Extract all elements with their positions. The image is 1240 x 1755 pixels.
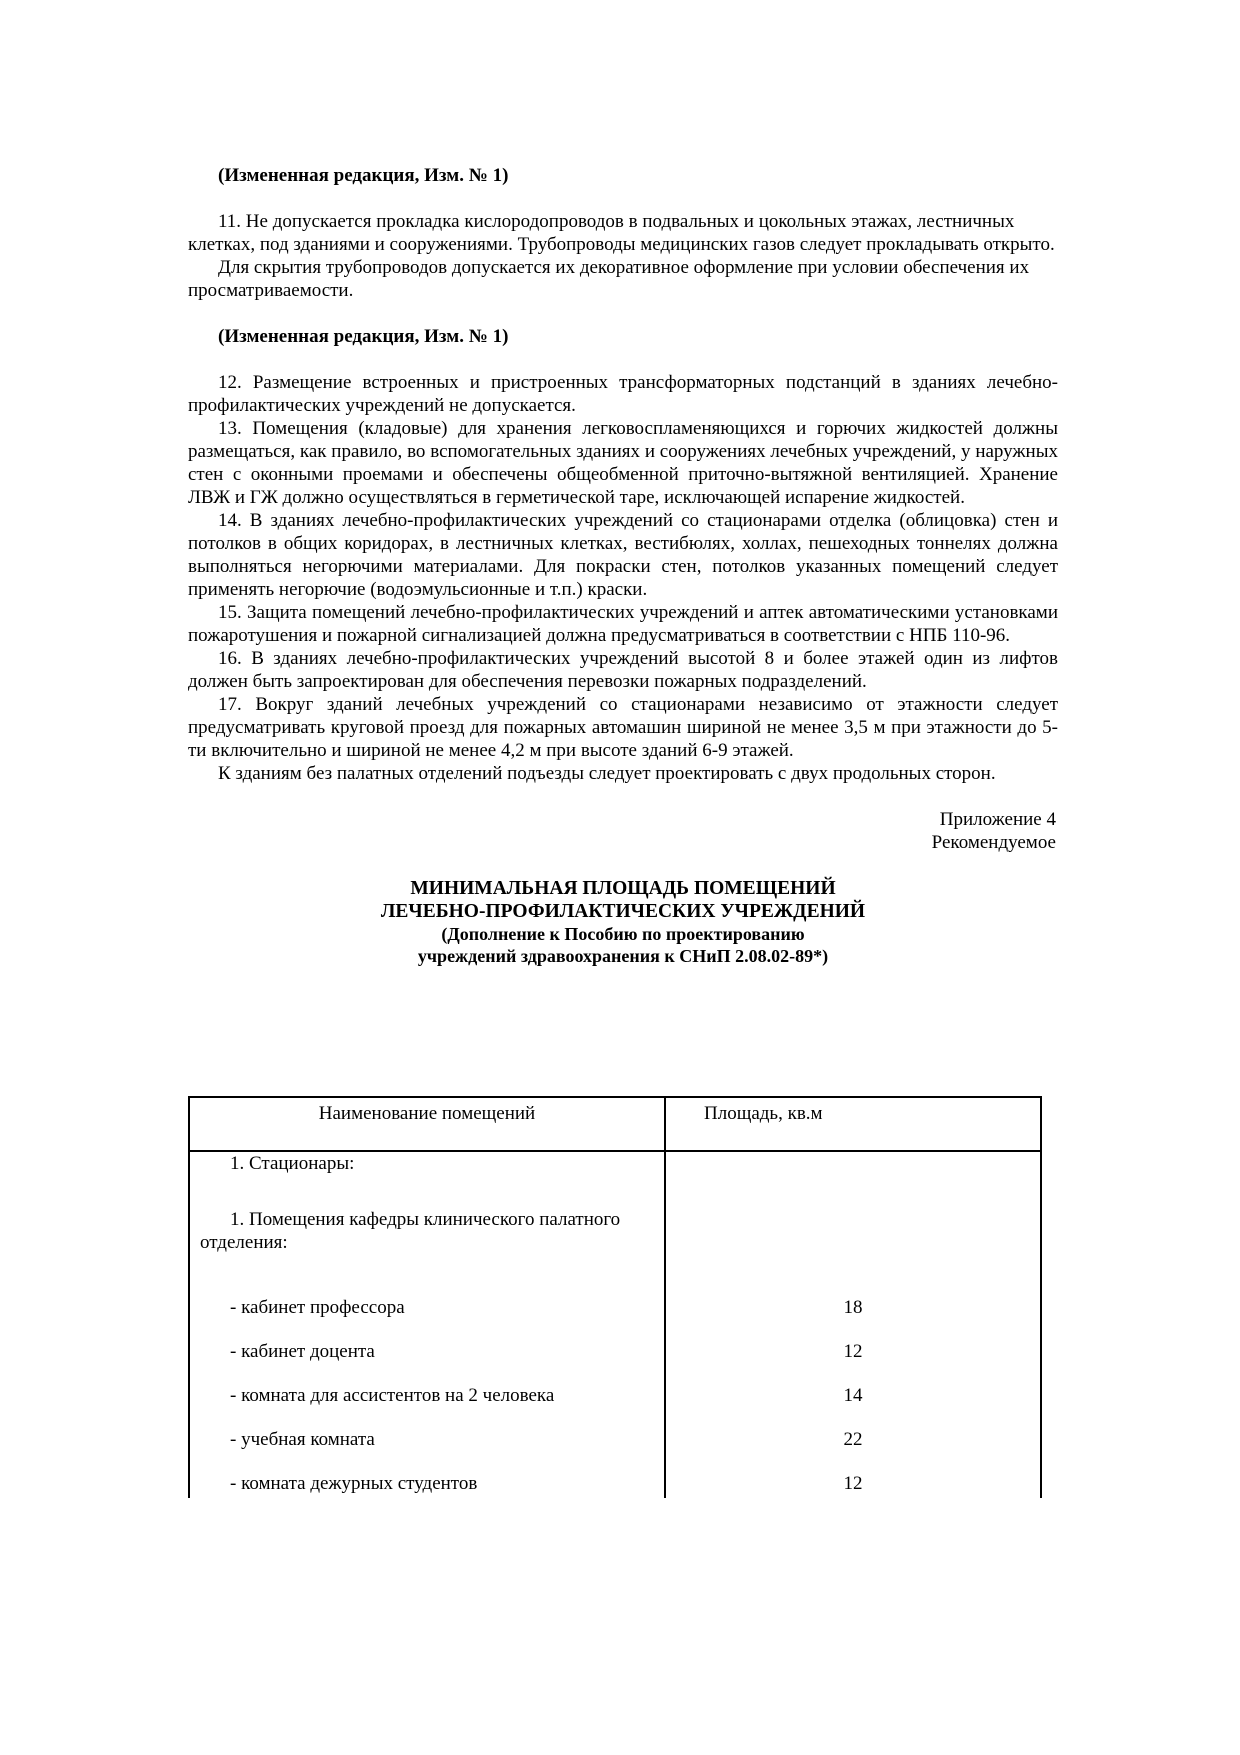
clause-16: 16. В зданиях лечебно-профилактических учреждений высотой 8 и более этажей один из лифтов должен быть запроектирован для обеспечения перевозки пожарных подразделений. (188, 648, 1058, 692)
room-area: 18 (665, 1296, 1041, 1340)
appendix-status: Рекомендуемое (931, 832, 1056, 853)
clause-14: 14. В зданиях лечебно-профилактических учреждений со стационарами отделка (облицовка) стен и потолков в общих коридорах, в лестничных клетках, вестибюлях, холлах, пешеходных тоннелях должна выполняться негорючими материалами. Для покраски стен, потолков указанных помещений следует применять негорючие (водоэмульсионные и т.п.) краски. (188, 510, 1058, 600)
revision-note: (Измененная редакция, Изм. № 1) (218, 326, 509, 347)
subsection-title: 1. Помещения кафедры клинического палатного отделения: (189, 1208, 665, 1296)
room-area: 12 (665, 1472, 1041, 1498)
column-header-area: Площадь, кв.м (665, 1097, 1041, 1151)
clause-17-continuation: К зданиям без палатных отделений подъезды следует проектировать с двух продольных сторон. (218, 763, 996, 784)
room-area-table (188, 1096, 1042, 1498)
table-row (189, 1384, 1041, 1428)
table-row (189, 1208, 1041, 1296)
room-area: 22 (665, 1428, 1041, 1472)
table-row (189, 1472, 1041, 1498)
appendix-label (188, 808, 1058, 854)
room-name: - комната для ассистентов на 2 человека (189, 1384, 665, 1428)
area-cell (665, 1208, 1041, 1296)
room-name: - учебная комната (189, 1428, 665, 1472)
document-body (188, 164, 1058, 967)
area-cell (665, 1151, 1041, 1208)
room-name: - комната дежурных студентов (189, 1472, 665, 1498)
room-name: - кабинет доцента (189, 1340, 665, 1384)
appendix-title (188, 877, 1058, 967)
clause-11-continuation: Для скрытия трубопроводов допускается их декоративное оформление при условии обеспечения их просматриваемости. (188, 257, 1030, 301)
subtitle-line: (Дополнение к Пособию по проектированию (441, 924, 805, 944)
appendix-number: Приложение 4 (939, 809, 1056, 830)
table-row (189, 1151, 1041, 1208)
room-area: 14 (665, 1384, 1041, 1428)
column-header-room: Наименование помещений (189, 1097, 665, 1151)
room-name: - кабинет профессора (189, 1296, 665, 1340)
table-header-row (189, 1097, 1041, 1151)
section-title: 1. Стационары: (189, 1151, 665, 1208)
clause-13: 13. Помещения (кладовые) для хранения легковоспламеняющихся и горючих жидкостей должны размещаться, как правило, во вспомогательных зданиях и сооружениях лечебных учреждений, у наружных стен с оконными проемами и обеспечены общеобменной приточно-вытяжной вентиляцией. Хранение ЛВЖ и ГЖ должно осуществляться в герметической таре, исключающей испарение жидкостей. (188, 418, 1058, 508)
room-area: 12 (665, 1340, 1041, 1384)
table-row (189, 1340, 1041, 1384)
table-row (189, 1428, 1041, 1472)
title-line: МИНИМАЛЬНАЯ ПЛОЩАДЬ ПОМЕЩЕНИЙ (410, 878, 836, 899)
subtitle-line: учреждений здравоохранения к СНиП 2.08.02-89*) (417, 946, 829, 966)
table-row (189, 1296, 1041, 1340)
clause-17: 17. Вокруг зданий лечебных учреждений со стационарами независимо от этажности следует предусматривать круговой проезд для пожарных автомашин шириной не менее 3,5 м при этажности до 5-ти включительно и шириной не менее 4,2 м при высоте зданий 6-9 этажей. (188, 694, 1058, 761)
clause-12: 12. Размещение встроенных и пристроенных трансформаторных подстанций в зданиях лечебно-профилактических учреждений не допускается. (188, 372, 1058, 416)
clause-15: 15. Защита помещений лечебно-профилактических учреждений и аптек автоматическими установками пожаротушения и пожарной сигнализацией должна предусматриваться в соответствии с НПБ 110-96. (188, 602, 1058, 646)
revision-note: (Измененная редакция, Изм. № 1) (218, 165, 509, 186)
clause-11: 11. Не допускается прокладка кислородопроводов в подвальных и цокольных этажах, лестничных клетках, под зданиями и сооружениями. Трубопроводы медицинских газов следует прокладывать открыто. (188, 211, 1055, 255)
title-line: ЛЕЧЕБНО-ПРОФИЛАКТИЧЕСКИХ УЧРЕЖДЕНИЙ (380, 901, 866, 922)
